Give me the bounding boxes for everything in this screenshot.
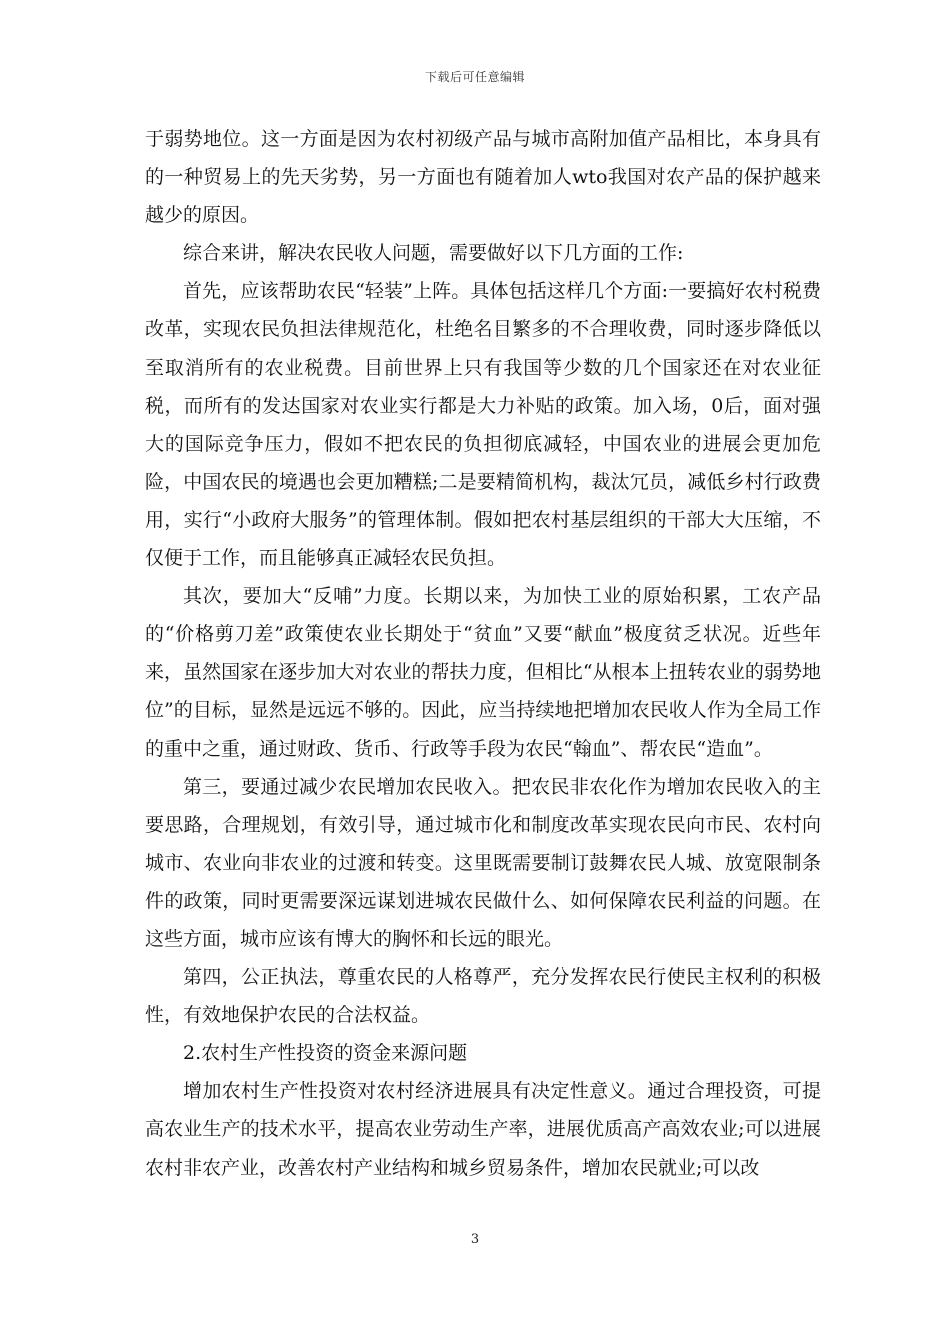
body-text bbox=[145, 120, 821, 1187]
paragraph-second: 其次，要加大“反哺”力度。长期以来，为加快工业的原始积累，工农产品的“价格剪刀差”政策使农业长期处于“贫血”又要“献血”极度贫乏状况。近些年来，虽然国家在逐步加大对农业的帮扶力度，但相比“从根本上扭转农业的弱势地位”的目标，显然是远远不够的。因此，应当持续地把增加农民收人作为全局工作的重中之重，通过财政、货币、行政等手段为农民“翰血”、帮农民“造血”。 bbox=[145, 585, 821, 760]
paragraph-fourth: 第四，公正执法，尊重农民的人格尊严，充分发挥农民行使民主权利的积极性，有效地保护农民的合法权益。 bbox=[145, 966, 821, 1027]
paragraph-third: 第三，要通过减少农民增加农民收入。把农民非农化作为增加农民收入的主要思路，合理规划，有效引导，通过城市化和制度改革实现农民向市民、农村向城市、农业向非农业的过渡和转变。这里既需要制订鼓舞农民人城、放宽限制条件的政策，同时更需要深远谋划进城农民做什么、如何保障农民利益的问题。在这些方面，城市应该有博大的胸怀和长远的眼光。 bbox=[145, 775, 821, 950]
page-number: 3 bbox=[470, 1232, 480, 1247]
page-header: 下载后可任意编辑 bbox=[424, 70, 525, 84]
paragraph-summary: 综合来讲，解决农民收人问题，需要做好以下几方面的工作: bbox=[183, 242, 684, 265]
paragraph-continuation: 于弱势地位。这一方面是因为农村初级产品与城市高附加值产品相比，本身具有的一种贸易上的先天劣势，另一方面也有随着加人wto我国对农产品的保护越来越少的原因。 bbox=[145, 128, 821, 227]
paragraph-investment: 增加农村生产性投资对农村经济进展具有决定性意义。通过合理投资，可提高农业生产的技术水平，提高农业劳动生产率，进展优质高产高效农业;可以进展农村非农产业，改善农村产业结构和城乡贸易条件，增加农民就业;可以改 bbox=[145, 1080, 821, 1179]
paragraph-first: 首先，应该帮助农民“轻装”上阵。具体包括这样几个方面:一要搞好农村税费改革，实现农民负担法律规范化，杜绝名目繁多的不合理收费，同时逐步降低以至取消所有的农业税费。目前世界上只有我国等少数的几个国家还在对农业征税，而所有的发达国家对农业实行都是大力补贴的政策。加入场，0后，面对强大的国际竞争压力，假如不把农民的负担彻底减轻，中国农业的进展会更加危险，中国农民的境遇也会更加糟糕;二是要精简机构，裁汰冗员，减低乡村行政费用，实行“小政府大服务”的管理体制。假如把农村基层组织的干部大大压缩，不仅便于工作，而且能够真正减轻农民负担。 bbox=[145, 280, 821, 570]
section-heading: 2.农村生产性投资的资金来源问题 bbox=[183, 1042, 468, 1065]
